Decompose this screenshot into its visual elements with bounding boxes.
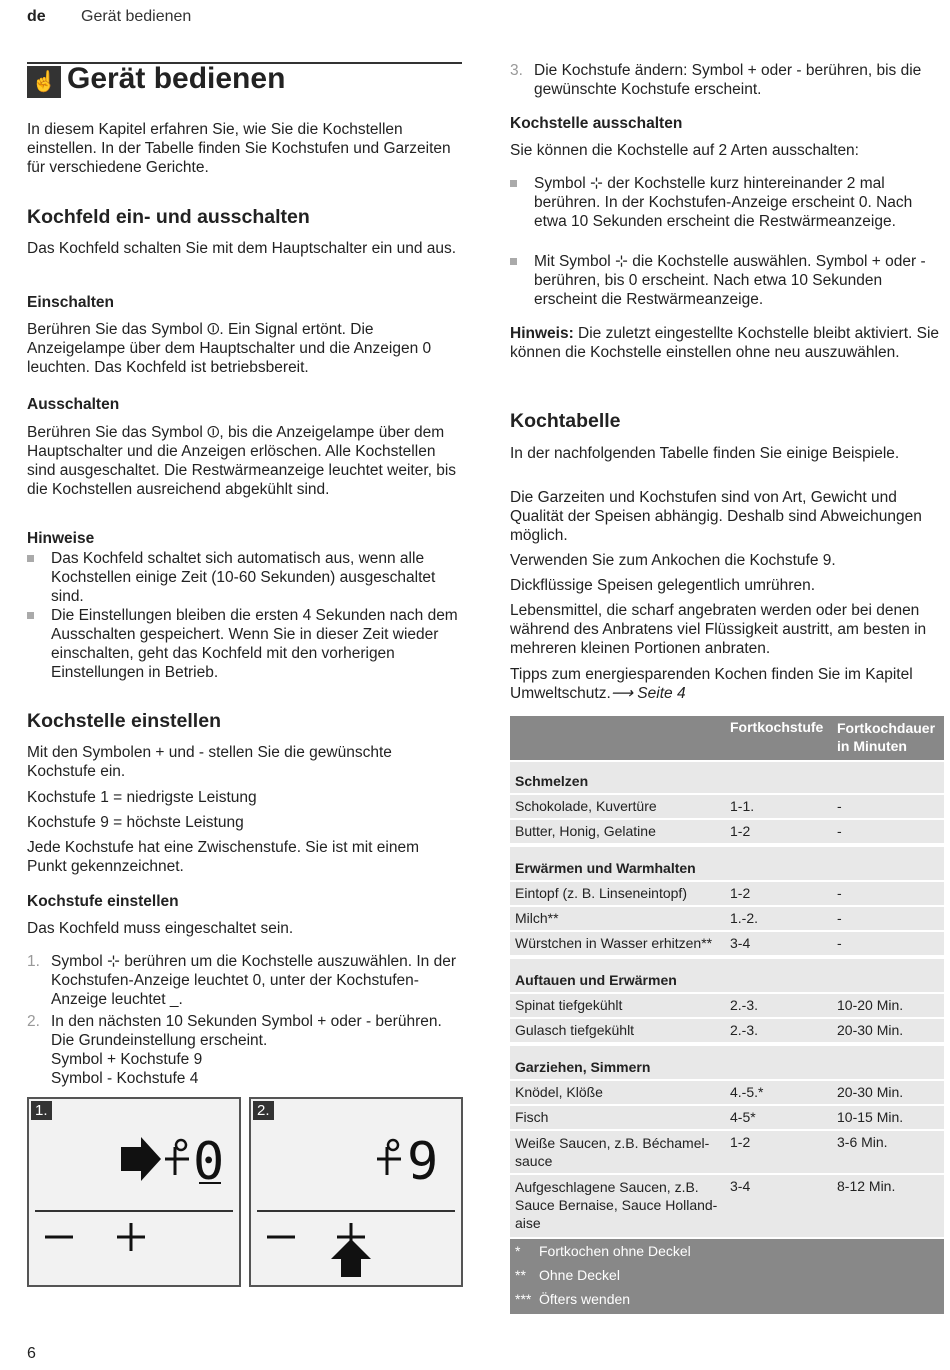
- table-row: [510, 1019, 944, 1044]
- cooking-table: [510, 716, 944, 1316]
- table-intro-3: Verwenden Sie zum Ankochen die Kochstufe 9.: [510, 552, 836, 569]
- table-header-row: [510, 716, 944, 762]
- cell-duration: 10-15 Min.: [837, 1109, 904, 1125]
- heading-onoff: Kochfeld ein- und ausschalten: [27, 206, 310, 228]
- group-name: Garziehen, Simmern: [515, 1059, 651, 1075]
- table-row: [510, 1106, 944, 1131]
- group-row: [510, 762, 944, 795]
- panel-drawing: [29, 1099, 239, 1285]
- cell-duration: 8-12 Min.: [837, 1178, 896, 1194]
- hand-touch-icon: ☝: [27, 66, 61, 98]
- heading-notes: Hinweise: [27, 530, 95, 547]
- group-row: [510, 847, 944, 882]
- hint-text: Die zuletzt eingestellte Kochstelle bleibt aktiviert. Sie können die Kochstelle einstellen ohne neu auszuwählen.: [510, 325, 940, 361]
- display-digit: 0: [193, 1132, 225, 1192]
- hint-label: Hinweis:: [510, 325, 574, 342]
- footnote-text: Fortkochen ohne Deckel: [539, 1243, 691, 1259]
- bullet-icon: [27, 555, 34, 562]
- group-name: Schmelzen: [515, 773, 589, 789]
- table-row: [510, 882, 944, 907]
- footnote-text: Öfters wenden: [539, 1291, 631, 1307]
- cell-level: 1-2: [730, 885, 751, 901]
- cell-duration: 3-6 Min.: [837, 1134, 888, 1150]
- panel-label: 2.: [253, 1101, 274, 1120]
- section-name: Gerät bedienen: [81, 8, 192, 25]
- cell-level: 1-2: [730, 823, 751, 839]
- column-header: Fortkochdauer in Minuten: [837, 720, 936, 754]
- display-digit: 9: [407, 1132, 439, 1192]
- cell-food: Würstchen in Wasser erhitzen**: [515, 935, 713, 951]
- control-panel-illustration-1: [27, 1097, 241, 1287]
- bullet-icon: [510, 180, 517, 187]
- cell-level: 4-5*: [730, 1109, 756, 1125]
- panel-drawing: [251, 1099, 461, 1285]
- table-intro-1: In der nachfolgenden Tabelle finden Sie einige Beispiele.: [510, 445, 900, 462]
- cell-duration: 20-30 Min.: [837, 1084, 904, 1100]
- text-on: Berühren Sie das Symbol ⏼. Ein Signal ertönt. Die Anzeigelampe über dem Hauptschalter und die Anzeigen 0 leuchten. Das Kochfeld ist betriebsbereit.: [27, 321, 432, 376]
- heading-level: Kochstufe einstellen: [27, 893, 179, 910]
- table-row: [510, 1081, 944, 1106]
- bullet-icon: [27, 612, 34, 619]
- table-intro-6-text: Tipps zum energiesparenden Kochen finden Sie im Kapitel Umweltschutz.: [510, 666, 913, 702]
- text-set-4: Jede Kochstufe hat eine Zwischenstufe. Sie ist mit einem Punkt gekennzeichnet.: [27, 839, 420, 875]
- table-row: [510, 1175, 944, 1239]
- step-number: 3.: [510, 62, 523, 79]
- running-header: [27, 8, 192, 26]
- cell-food: Spinat tiefgekühlt: [515, 997, 623, 1013]
- cell-duration: -: [837, 798, 842, 814]
- arrow-right-icon: [121, 1137, 161, 1181]
- cell-duration: -: [837, 910, 842, 926]
- step-number: 1.: [27, 953, 40, 970]
- table-row: [510, 932, 944, 957]
- cell-duration: -: [837, 935, 842, 951]
- table-intro-2: Die Garzeiten und Kochstufen sind von Art, Gewicht und Qualität der Speisen abhängig. Deshalb sind Abweichungen möglich.: [510, 489, 922, 544]
- bullet-icon: [510, 258, 517, 265]
- text-zone-off: Sie können die Kochstelle auf 2 Arten ausschalten:: [510, 142, 859, 159]
- group-row: [510, 1046, 944, 1081]
- group-name: Auftauen und Erwärmen: [515, 972, 677, 988]
- arrow-up-icon: [331, 1239, 371, 1277]
- off-method-item: Symbol ⊹ der Kochstelle kurz hintereinander 2 mal berühren. In der Kochstufen-Anzeige erscheint 0. Nach etwa 10 Sekunden erscheint die Restwärmeanzeige.: [534, 175, 913, 230]
- cell-duration: 20-30 Min.: [837, 1022, 904, 1038]
- note-item: Die Einstellungen bleiben die ersten 4 Sekunden nach dem Ausschalten gespeichert. Wenn Sie in dieser Zeit wieder einschalten, geht das Kochfeld mit den vorherigen Einstellungen in Betrieb.: [51, 607, 458, 681]
- heading-table: Kochtabelle: [510, 410, 621, 432]
- cell-food: Milch**: [515, 910, 559, 926]
- step-substep: Symbol - Kochstufe 4: [51, 1070, 199, 1087]
- heading-off: Ausschalten: [27, 396, 120, 413]
- column-header: Fortkochstufe: [730, 719, 824, 735]
- cell-food: Fisch: [515, 1109, 549, 1125]
- cell-level: 2.-3.: [730, 1022, 759, 1038]
- step-number: 2.: [27, 1013, 40, 1030]
- hint-paragraph: [510, 324, 942, 362]
- text-set-2: Kochstufe 1 = niedrigste Leistung: [27, 789, 257, 806]
- footnote-marker: ***: [515, 1291, 532, 1307]
- cell-level: 1-2: [730, 1134, 751, 1150]
- off-method-item: Mit Symbol ⊹ die Kochstelle auswählen. Symbol + oder - berühren, bis 0 erscheint. Nach etwa 10 Sekunden erscheint die Restwärmeanzeige.: [534, 253, 926, 308]
- text-set-1: Mit den Symbolen + und - stellen Sie die gewünschte Kochstufe ein.: [27, 744, 392, 780]
- table-intro-5: Lebensmittel, die scharf angebraten werden oder bei denen während des Anbratens viel Flüssigkeit austritt, am besten in mehreren kleinen Portionen anbraten.: [510, 602, 927, 657]
- page-title: Gerät bedienen: [67, 62, 286, 95]
- table-intro-4: Dickflüssige Speisen gelegentlich umrühren.: [510, 577, 815, 594]
- step-substep: Symbol + Kochstufe 9: [51, 1051, 203, 1068]
- table-intro-6: [510, 665, 942, 703]
- text-onoff: Das Kochfeld schalten Sie mit dem Hauptschalter ein und aus.: [27, 240, 457, 257]
- text-off: Berühren Sie das Symbol ⏼, bis die Anzeigelampe über dem Hauptschalter und die Anzeigen erlöschen. Alle Kochstellen sind ausgeschaltet. Die Restwärmeanzeige leuchtet weiter, bis die Kochstellen ausreichend abgekühlt sind.: [27, 424, 457, 498]
- text-level: Das Kochfeld muss eingeschaltet sein.: [27, 920, 294, 937]
- intro-text: In diesem Kapitel erfahren Sie, wie Sie die Kochstellen einstellen. In der Tabelle finden Sie Kochstufen und Garzeiten für verschiedene Gerichte.: [27, 121, 451, 176]
- panel-label: 1.: [31, 1101, 52, 1120]
- control-panel-illustration-2: [249, 1097, 463, 1287]
- table-row: [510, 994, 944, 1019]
- cell-food: Butter, Honig, Gelatine: [515, 823, 656, 839]
- cell-duration: 10-20 Min.: [837, 997, 904, 1013]
- cell-food: Weiße Saucen, z.B. Béchamel-sauce: [515, 1135, 710, 1169]
- footnote-marker: *: [515, 1243, 521, 1259]
- page-reference-link[interactable]: ⟶ Seite 4: [610, 685, 686, 702]
- page-number: 6: [27, 1345, 36, 1362]
- group-name: Erwärmen und Warmhalten: [515, 860, 696, 876]
- language-tag: de: [27, 8, 46, 25]
- table-row: [510, 907, 944, 932]
- cell-level: 4.-5.*: [730, 1084, 764, 1100]
- table-row: [510, 1131, 944, 1175]
- cell-duration: -: [837, 885, 842, 901]
- step-text: Die Kochstufe ändern: Symbol + oder - berühren, bis die gewünschte Kochstufe erscheint.: [534, 62, 922, 98]
- cell-food: Schokolade, Kuvertüre: [515, 798, 657, 814]
- cell-level: 1.-2.: [730, 910, 759, 926]
- cell-level: 3-4: [730, 935, 751, 951]
- cell-food: Knödel, Klöße: [515, 1084, 603, 1100]
- table-row: [510, 820, 944, 845]
- group-row: [510, 959, 944, 994]
- step-text: In den nächsten 10 Sekunden Symbol + oder - berühren. Die Grundeinstellung erscheint.: [51, 1013, 442, 1049]
- cell-food: Gulasch tiefgekühlt: [515, 1022, 635, 1038]
- footnote-marker: **: [515, 1267, 526, 1283]
- cell-level: 2.-3.: [730, 997, 759, 1013]
- heading-set: Kochstelle einstellen: [27, 710, 221, 732]
- cell-level: 1-1.: [730, 798, 755, 814]
- heading-zone-off: Kochstelle ausschalten: [510, 115, 683, 132]
- cell-level: 3-4: [730, 1178, 751, 1194]
- heading-on: Einschalten: [27, 294, 114, 311]
- note-item: Das Kochfeld schaltet sich automatisch aus, wenn alle Kochstellen einige Zeit (10-60 Sekunden) ausgeschaltet sind.: [51, 550, 436, 605]
- cell-food: Eintopf (z. B. Linseneintopf): [515, 885, 687, 901]
- table-row: [510, 795, 944, 820]
- table-footnotes: [510, 1239, 944, 1316]
- footnote-text: Ohne Deckel: [539, 1267, 620, 1283]
- cell-food: Aufgeschlagene Saucen, z.B. Sauce Bernaise, Sauce Holland-aise: [515, 1179, 718, 1231]
- cell-duration: -: [837, 823, 842, 839]
- text-set-3: Kochstufe 9 = höchste Leistung: [27, 814, 244, 831]
- step-text: Symbol ⊹ berühren um die Kochstelle auszuwählen. In der Kochstufen-Anzeige leuchtet 0, unter der Kochstufen-Anzeige leuchtet _.: [51, 953, 457, 1008]
